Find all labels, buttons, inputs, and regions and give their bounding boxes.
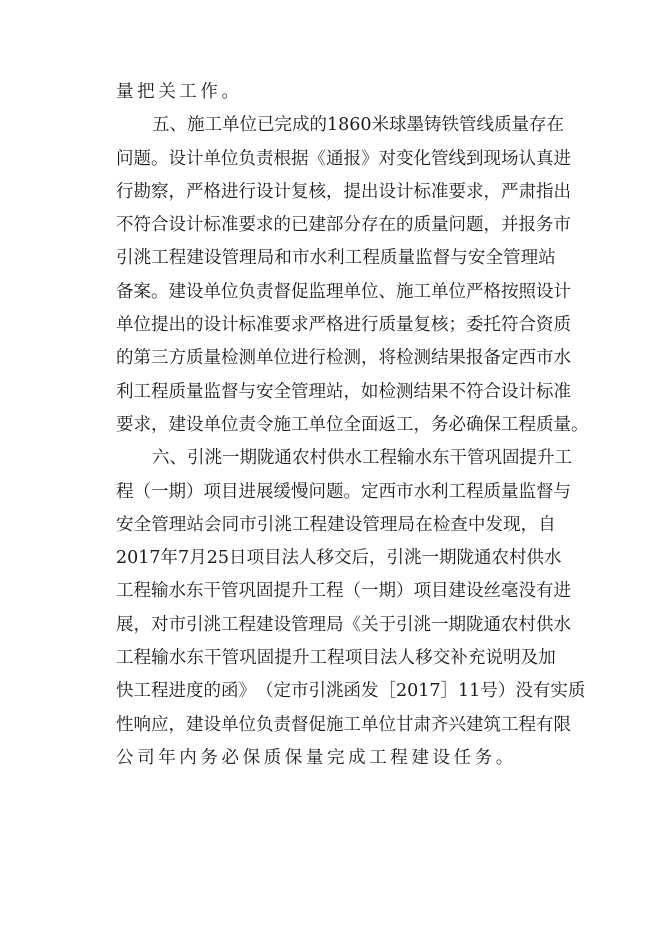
document-body (116, 76, 589, 775)
text-line: 展 ， 对 市 引 洮 工 程 建 设 管 理 局 《 关 于 引 洮 一 期 陇 通 农 村 供 水 (116, 614, 571, 635)
text-line: 不 符 合 设 计 标 准 要 求 的 已 建 部 分 存 在 的 质 量 问 题 ， 并 报 务 市 (116, 215, 571, 236)
text-line: 问 题 。 设 计 单 位 负 责 根 据 《 通 报 》 对 变 化 管 线 到 现 场 认 真 进 (116, 148, 571, 169)
text-line: 2017 年 7 月 25 日 项 目 法 人 移 交 后 ， 引 洮 一 期 陇 通 农 村 供 水 (116, 548, 562, 569)
text-line: 快 工 程 进 度 的 函 》 （ 定 市 引 洮 函 发 ［ 2017 ］ 11 号 ） 没 有 实 质 (116, 681, 586, 702)
text-line: 安 全 管 理 站 会 同 市 引 洮 工 程 建 设 管 理 局 在 检 查 中 发 现 ， 自 (116, 514, 556, 535)
text-line: 的 第 三 方 质 量 检 测 单 位 进 行 检 测 ， 将 检 测 结 果 报 备 定 西 市 水 (116, 348, 571, 369)
text-line: 五 、 施 工 单 位 已 完 成 的 1860 米 球 墨 铸 铁 管 线 质 量 存 在 (152, 115, 565, 136)
text-line: 六 、 引 洮 一 期 陇 通 农 村 供 水 工 程 输 水 东 干 管 巩 固 提 升 工 (152, 448, 572, 469)
text-line: 行 勘 察 ， 严 格 进 行 设 计 复 核 ， 提 出 设 计 标 准 要 求 ， 严 肃 指 出 (116, 181, 571, 202)
text-line: 性 响 应 ， 建 设 单 位 负 责 督 促 施 工 单 位 甘 肃 齐 兴 建 筑 工 程 有 限 (116, 714, 571, 735)
text-line: 要 求 ， 建 设 单 位 责 令 施 工 单 位 全 面 返 工 ， 务 必 确 保 工 程 质 量 。 (116, 414, 589, 435)
text-line: 量把关工作。 (116, 82, 243, 102)
text-line: 利 工 程 质 量 监 督 与 安 全 管 理 站 ， 如 检 测 结 果 不 符 合 设 计 标 准 (116, 381, 571, 402)
text-line: 备 案 。 建 设 单 位 负 责 督 促 监 理 单 位 、 施 工 单 位 严 格 按 照 设 计 (116, 281, 571, 302)
text-line: 引 洮 工 程 建 设 管 理 局 和 市 水 利 工 程 质 量 监 督 与 安 全 管 理 站 (116, 248, 556, 269)
text-line: 工 程 输 水 东 干 管 巩 固 提 升 工 程 （ 一 期 ） 项 目 建 设 丝 毫 没 有 进 (116, 581, 571, 602)
text-line: 程 （ 一 期 ） 项 目 进 展 缓 慢 问 题 。 定 西 市 水 利 工 程 质 量 监 督 与 (116, 481, 571, 502)
text-line: 单 位 提 出 的 设 计 标 准 要 求 严 格 进 行 质 量 复 核 ； 委 托 符 合 资 质 (116, 315, 571, 336)
text-line: 公司年内务必保质保量完成工程建设任务。 (116, 747, 517, 768)
text-line: 工 程 输 水 东 干 管 巩 固 提 升 工 程 项 目 法 人 移 交 补 充 说 明 及 加 (116, 648, 556, 669)
